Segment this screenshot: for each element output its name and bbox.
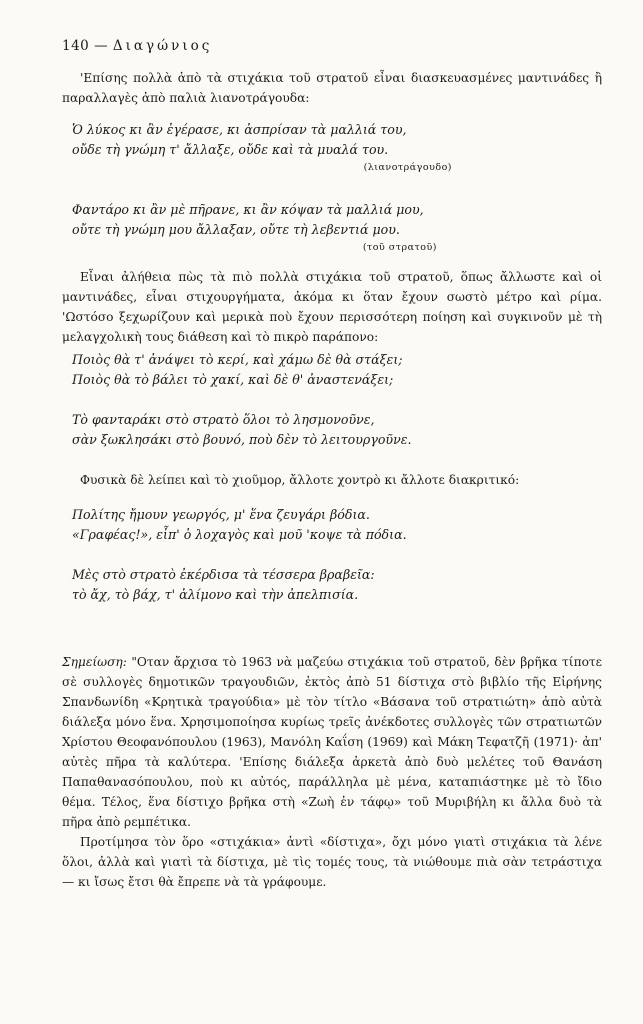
verse-soldier [62, 200, 602, 256]
verse-line: Πολίτης ἤμουν γεωργός, μ' ἕνα ζευγάρι βόδια. [72, 507, 370, 522]
verse-line: Ποιὸς θὰ τὸ βάλει τὸ χακί, καὶ δὲ θ' ἀναστενάξει; [72, 372, 394, 387]
verse-awards [62, 565, 602, 605]
verse-line: Ὁ λύκος κι ἂν ἐγέρασε, κι ἀσπρίσαν τὰ μαλλιά του, [72, 122, 407, 137]
verse-wolf [62, 120, 602, 176]
verse-candle [62, 350, 602, 390]
verse-line: «Γραφέας!», εἶπ' ὁ λοχαγὸς καὶ μοῦ 'κοψε τὰ πόδια. [72, 527, 407, 542]
verse-chapel [62, 410, 602, 450]
page-header [62, 38, 212, 54]
footnote-paragraph-2: Προτίμησα τὸν ὅρο «στιχάκια» ἀντὶ «δίστιχα», ὄχι μόνο γιατὶ στιχάκια τὰ λένε ὅλοι, ἀλλὰ καὶ γιατὶ τὰ δίστιχα, μὲ τὶς τομές τους, τὰ νιώθουμε πιὰ σὰν τετράστιχα — κι ἴσως ἔτσι θὰ ἔπρεπε νὰ τὰ γράφουμε. [62, 835, 602, 889]
footnote [62, 652, 602, 892]
verse-lines [62, 505, 602, 545]
verse-farmer [62, 505, 602, 545]
verse-lines [62, 565, 602, 605]
verse-lines [62, 410, 602, 450]
verse-source: (τοῦ στρατοῦ) [362, 242, 437, 253]
intro-block [62, 68, 602, 108]
verse-line: Ποιὸς θὰ τ' ἀνάψει τὸ κερί, καὶ χάμω δὲ θὰ στάξει; [72, 352, 403, 367]
footnote-text: "Οταν ἄρχισα τὸ 1963 νὰ μαζεύω στιχάκια τοῦ στρατοῦ, δὲν βρῆκα τίποτε σὲ συλλογὲς δημοτικῶν τραγουδιῶν, ἐκτὸς ἀπὸ 51 δίστιχα στὸ βιβλίο τῆς Εἰρήνης Σπανδωνίδη «Κρητικὰ τραγούδια» μὲ τὸν τίτλο «Βάσανα τοῦ στρατιώτη» ἀπὸ αὐτὰ διάλεξα μόνο ἕνα. Χρησιμοποίησα κυρίως τρεῖς ἀνέκδοτες συλλογὲς τῶν στρατιωτῶν Χρίστου Θεοφανόπουλου (1963), Μανόλη Καΐση (1969) καὶ Μάκη Τεφατζῆ (1971)· ἀπ' αὐτὲς πῆρα τὰ καλύτερα. 'Επίσης διάλεξα ἀρκετὰ ἀπὸ δυὸ μελέτες τοῦ Θανάση Παπαθανασόπουλου, ποὺ κι αὐτός, παράλληλα μὲ μένα, καταπιάστηκε μὲ τὸ ἴδιο θέμα. Τέλος, ἕνα δίστιχο βρῆκα στὴ «Ζωὴ ἐν τάφῳ» τοῦ Μυριβήλη κι ἄλλα δυὸ τὰ πῆρα ἀπὸ ρεμπέτικα. [62, 655, 602, 829]
header-dash: — [94, 38, 109, 54]
intro-paragraph: 'Επίσης πολλὰ ἀπὸ τὰ στιχάκια τοῦ στρατοῦ εἶναι διασκευασμένες μαντινάδες ἢ παραλλαγὲς ἀπὸ παλιὰ λιανοτράγουδα: [62, 71, 602, 105]
verse-line: οὔτε τὴ γνώμη μου ἄλλαξαν, οὔτε τὴ λεβεντιά μου. [72, 222, 400, 237]
paragraph-humour [62, 470, 602, 490]
running-title: Διαγώνιος [112, 38, 213, 54]
verse-line: Μὲς στὸ στρατὸ ἐκέρδισα τὰ τέσσερα βραβεῖα: [72, 567, 375, 582]
verse-source: (λιανοτράγουδο) [363, 162, 452, 173]
verse-line: οὔδε τὴ γνώμη τ' ἄλλαξε, οὔδε καὶ τὰ μυαλά του. [72, 142, 389, 157]
paragraph-truth [62, 267, 602, 347]
footnote-label: Σημείωση: [62, 655, 127, 669]
footnote-paragraph [62, 652, 602, 832]
body-paragraph: Φυσικὰ δὲ λείπει καὶ τὸ χιοῦμορ, ἄλλοτε χοντρὸ κι ἄλλοτε διακριτικό: [80, 473, 520, 487]
body-paragraph: Εἶναι ἀλήθεια πὼς τὰ πιὸ πολλὰ στιχάκια τοῦ στρατοῦ, ὅπως ἄλλωστε καὶ οἱ μαντινάδες, εἶναι στιχουργήματα, ἀκόμα κι ὅταν ἔχουν σωστὸ μέτρο καὶ ρίμα. 'Ωστόσο ξεχωρίζουν καὶ μερικὰ ποὺ ἔχουν περισσότερη ποίηση καὶ συγκινοῦν μὲ τὴ μελαγχολικὴ τους διάθεση καὶ τὸ πικρὸ παράπονο: [62, 270, 602, 344]
verse-lines [62, 120, 602, 160]
verse-line: Φαντάρο κι ἂν μὲ πῆρανε, κι ἂν κόψαν τὰ μαλλιά μου, [72, 202, 424, 217]
verse-line: σὰν ξωκλησάκι στὸ βουνό, ποὺ δὲν τὸ λειτουργοῦνε. [72, 432, 412, 447]
verse-line: τὸ ἄχ, τὸ βάχ, τ' ἀλίμονο καὶ τὴν ἀπελπισία. [72, 587, 359, 602]
page-number: 140 [62, 38, 90, 54]
verse-lines [62, 350, 602, 390]
verse-line: Τὸ φανταράκι στὸ στρατὸ ὅλοι τὸ λησμονοῦνε, [72, 412, 375, 427]
verse-lines [62, 200, 602, 240]
